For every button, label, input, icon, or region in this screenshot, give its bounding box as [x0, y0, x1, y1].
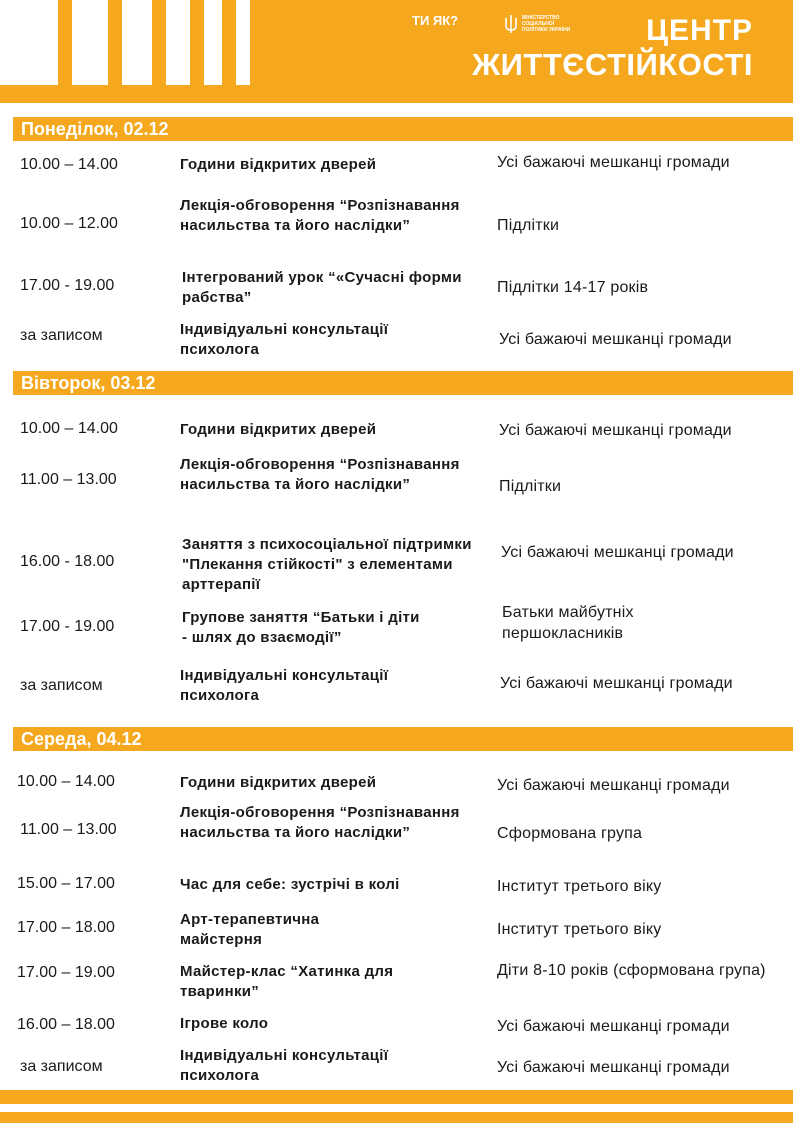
- row-time: 16.00 – 18.00: [17, 1016, 115, 1033]
- row-time: 17.00 – 19.00: [17, 964, 115, 981]
- row-audience: Інститут третього віку: [497, 878, 662, 895]
- row-audience: Інститут третього віку: [497, 921, 662, 938]
- row-audience: Усі бажаючі мешканці громади: [499, 331, 732, 348]
- row-audience: Усі бажаючі мешканці громади: [497, 1059, 730, 1076]
- row-audience: Батьки майбутніх першокласників: [502, 604, 634, 642]
- row-time: 17.00 - 19.00: [20, 277, 115, 294]
- row-event: Індивідуальні консультації психолога: [180, 667, 389, 704]
- row-event: Групове заняття “Батьки і діти - шлях до взаємодії”: [182, 609, 420, 646]
- row-event: Години відкритих дверей: [180, 774, 377, 791]
- row-time: за записом: [20, 1058, 103, 1075]
- row-event: Лекція-обговорення “Розпізнавання насильства та його наслідки”: [180, 456, 460, 493]
- row-time: 15.00 – 17.00: [17, 875, 115, 892]
- row-audience: Підлітки: [499, 478, 562, 495]
- ministry-logo-text: МІНІСТЕРСТВО СОЦІАЛЬНОЇ ПОЛІТИКИ УКРАЇНИ: [522, 15, 571, 33]
- row-time: 17.00 - 19.00: [20, 618, 115, 635]
- row-time: 10.00 – 14.00: [17, 773, 115, 790]
- row-event: Арт-терапевтична майстерня: [180, 911, 320, 948]
- row-time: 11.00 – 13.00: [20, 471, 117, 488]
- tiyak-logo-text: ТИ ЯК?: [412, 13, 459, 28]
- row-time: 16.00 - 18.00: [20, 553, 115, 570]
- page-title: [472, 14, 753, 82]
- title-line-1: ЦЕНТР: [646, 14, 753, 47]
- row-audience: Усі бажаючі мешканці громади: [497, 154, 730, 171]
- title-line-2: ЖИТТЄСТІЙКОСТІ: [472, 47, 753, 82]
- row-event: Лекція-обговорення “Розпізнавання насильства та його наслідки”: [180, 804, 460, 841]
- row-audience: Усі бажаючі мешканці громади: [497, 777, 730, 794]
- row-event: Індивідуальні консультації психолога: [180, 321, 389, 358]
- header-stripe: [0, 0, 58, 85]
- row-audience: Усі бажаючі мешканці громади: [500, 675, 733, 692]
- row-event: Заняття з психосоціальної підтримки "Плекання стійкості" з елементами арттерапії: [182, 536, 472, 593]
- row-time: 10.00 – 14.00: [20, 420, 118, 437]
- header-stripe: [204, 0, 222, 85]
- row-audience: Усі бажаючі мешканці громади: [499, 422, 732, 439]
- row-event: Години відкритих дверей: [180, 156, 377, 173]
- day-header-wednesday: Середа, 04.12: [13, 727, 793, 751]
- header-stripe: [166, 0, 190, 85]
- header-stripe: [236, 0, 250, 85]
- row-time: за записом: [20, 677, 103, 694]
- row-time: за записом: [20, 327, 103, 344]
- row-event: Індивідуальні консультації психолога: [180, 1047, 389, 1084]
- row-event: Майстер-клас “Хатинка для тваринки”: [180, 963, 394, 1000]
- row-time: 10.00 – 14.00: [20, 156, 118, 173]
- row-audience: Усі бажаючі мешканці громади: [501, 544, 734, 561]
- row-audience: Підлітки 14-17 років: [497, 279, 649, 296]
- header-stripe: [122, 0, 152, 85]
- row-event: Лекція-обговорення “Розпізнавання насильства та його наслідки”: [180, 197, 460, 234]
- footer-bar: [0, 1090, 793, 1104]
- row-audience: Усі бажаючі мешканці громади: [497, 1018, 730, 1035]
- footer-bar: [0, 1112, 793, 1123]
- day-header-monday: Понеділок, 02.12: [13, 117, 793, 141]
- row-audience: Діти 8-10 років (сформована група): [497, 962, 766, 979]
- row-time: 17.00 – 18.00: [17, 919, 115, 936]
- row-event: Час для себе: зустрічі в колі: [180, 876, 400, 893]
- day-header-tuesday: Вівторок, 03.12: [13, 371, 793, 395]
- row-time: 11.00 – 13.00: [20, 821, 117, 838]
- row-event: Ігрове коло: [180, 1015, 269, 1032]
- row-event: Години відкритих дверей: [180, 421, 377, 438]
- row-time: 10.00 – 12.00: [20, 215, 118, 232]
- row-audience: Підлітки: [497, 217, 560, 234]
- header-stripe: [72, 0, 108, 85]
- row-audience: Сформована група: [497, 825, 643, 842]
- row-event: Інтегрований урок “«Сучасні форми рабства”: [182, 269, 462, 306]
- page-header: [0, 0, 793, 103]
